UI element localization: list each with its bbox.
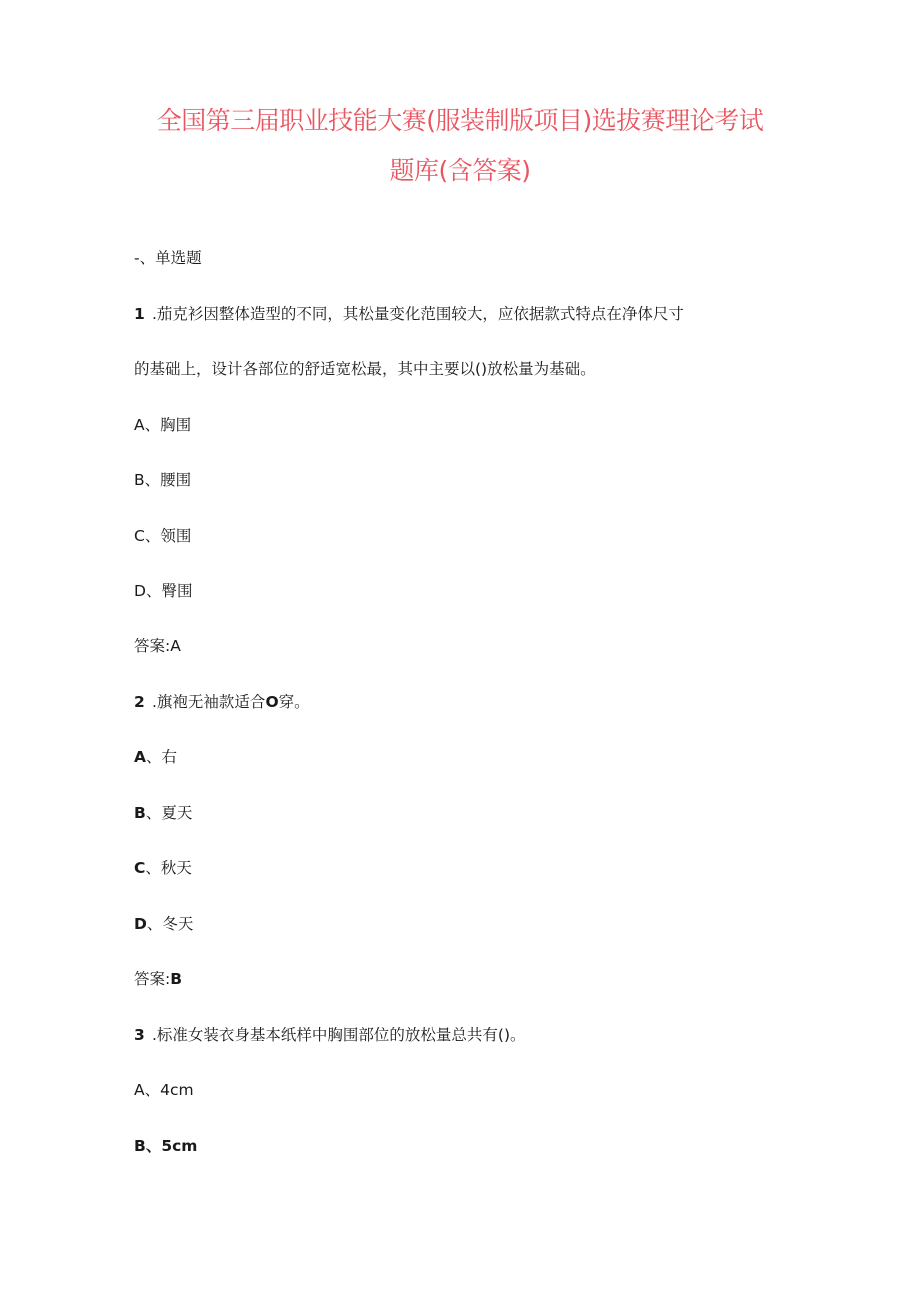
question-2-text-tail: 穿。 [278, 693, 310, 711]
section-heading: -、单选题 [134, 249, 202, 267]
answer-value: A [170, 637, 181, 655]
question-2-text: .旗袍无袖款适合 [152, 693, 266, 711]
option-text: 、5cm [145, 1137, 198, 1155]
question-1-text-line-1 [134, 304, 684, 324]
option-text: 、腰围 [144, 471, 192, 489]
option-letter: D [134, 915, 147, 933]
question-2-option-d [134, 914, 193, 934]
question-1-option-c [134, 526, 191, 546]
option-text: 、4cm [144, 1081, 194, 1099]
question-2-blank-glyph: O [265, 693, 279, 711]
question-1-option-b [134, 470, 191, 490]
question-3-text: .标准女装衣身基本纸样中胸围部位的放松量总共有()。 [152, 1026, 526, 1044]
question-2-answer [134, 969, 182, 989]
option-text: 、冬天 [146, 915, 194, 933]
question-1-option-a [134, 415, 191, 435]
option-letter: A [134, 748, 146, 766]
option-text: 、胸围 [144, 416, 192, 434]
option-text: 、领围 [144, 527, 192, 545]
option-text: 、秋天 [145, 859, 192, 877]
option-letter: B [134, 804, 146, 822]
option-letter: A [134, 416, 145, 434]
answer-label: 答案: [134, 637, 171, 655]
question-2-option-b [134, 803, 192, 823]
question-1-option-d [134, 581, 192, 601]
question-3-number: 3 [134, 1026, 145, 1044]
question-3-text-line-1 [134, 1025, 526, 1045]
option-text: 、夏天 [145, 804, 193, 822]
question-3-option-b [134, 1136, 197, 1156]
document-title-line-1: 全国第三届职业技能大赛(服装制版项目)选拔赛理论考试 [156, 106, 764, 135]
option-letter: B [134, 471, 145, 489]
answer-label: 答案: [134, 970, 171, 988]
option-letter: C [134, 527, 145, 545]
question-2-option-c [134, 858, 192, 878]
question-1-text: .茄克衫因整体造型的不同，其松量变化范围较大，应依据款式特点在净体尺寸 [152, 305, 684, 323]
question-3-option-a [134, 1080, 194, 1100]
document-title-line-2: 题库(含答案) [389, 156, 531, 185]
question-2-option-a [134, 747, 177, 767]
question-1-text-line-2: 的基础上，设计各部位的舒适宽松最，其中主要以()放松量为基础。 [134, 360, 596, 378]
option-letter: C [134, 859, 146, 877]
option-text: 、右 [146, 748, 178, 766]
question-2-text-line-1 [134, 692, 310, 712]
option-letter: B [134, 1137, 146, 1155]
question-1-answer [134, 636, 181, 656]
question-1-number: 1 [134, 305, 145, 323]
option-text: 、臀围 [145, 582, 193, 600]
question-2-number: 2 [134, 693, 145, 711]
option-letter: A [134, 1081, 145, 1099]
answer-value: B [170, 970, 183, 988]
option-letter: D [134, 582, 146, 600]
